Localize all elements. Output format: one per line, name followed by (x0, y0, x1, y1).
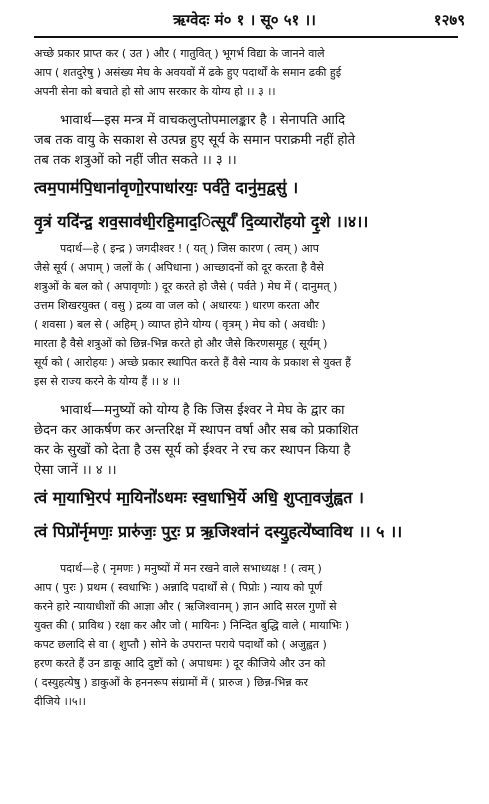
text-line: अच्छे प्रकार प्राप्त कर ( उत ) और ( गातुवित् ) भूगर्भ विद्या के जानने वाले (34, 47, 325, 60)
text-line: इस से राज्य करने के योग्य हैं ।। ४ ।। (34, 375, 181, 388)
text-line: भावार्थ—इस मन्त्र में वाचकलुप्तोपमालङ्कार है । सेनापति आदि (60, 113, 346, 128)
text-line: ( शवसा ) बल से ( अहिम् ) व्याप्त होने योग्य ( वृत्रम् ) मेघ को ( अवधीः ) (34, 318, 326, 331)
text-line: ऐसा जानें ।। ४ ।। (34, 463, 117, 478)
prev-bhavartha (34, 111, 460, 171)
text-line: छेदन कर आकर्षण कर अन्तरिक्ष में स्थापन वर्षा और सब को प्रकाशित (34, 423, 359, 438)
text-line: शत्रुओं के बल को ( अपावृणोः ) दूर करते हो जैसे ( पर्वते ) मेघ में ( दानुमत् ) (34, 280, 338, 293)
mantra-line: त्वम॒पाम॑पि॒धाना॑वृणो॒रपाधा॑रयः॒ पर्व॑ते॒ दानु॑म॒द्वसु॑ । (34, 178, 299, 197)
mantra-4 (34, 171, 460, 239)
text-line: पदार्थ—हे ( नृमणः ) मनुष्यों में मन रखने वाले सभाध्यक्ष ! ( त्वम् ) (60, 562, 322, 575)
mantra-line: त्वं मा॒याभि॒रप॑ मा॒यिनो॑ऽधमः स्व॒धाभि॒र्ये अधि॒ शुप्ता॒वजु॑ह्वत । (34, 488, 364, 507)
bhavartha-4 (34, 401, 460, 481)
text-line: ( दस्युहत्येषु ) डाकुओं के हननरूप संग्रामों में ( प्रारुज ) छिन्न-भिन्न कर (34, 676, 309, 689)
page-number: १२७९ (433, 11, 465, 29)
mantra-line: त्वं पिप्रो॑र्नृमणः॒ प्रारु॑जः॒ पुरः॒ प्र ऋ॒जिश्वा॑नं दस्यु॒हत्ये॑ष्वाविथ ।। ५ ।। (34, 522, 403, 541)
mantra-5 (34, 481, 460, 549)
text-line: पदार्थ—हे ( इन्द्र ) जगदीश्वर ! ( यत् ) जिस कारण ( त्वम् ) आप (60, 242, 319, 255)
text-line: कर के सुखों को देता है उस सूर्य को ईश्वर ने रच कर स्थापन किया है (34, 443, 351, 458)
text-line: दीजिये ।।५।। (34, 695, 86, 708)
text-line: उत्तम शिखरयुक्त ( वसु ) द्रव्य वा जल को ( अधारयः ) धारण करता और (34, 299, 320, 312)
text-line: सूर्य को ( आरोहयः ) अच्छे प्रकार स्थापित करते हैं वैसे न्याय के प्रकाश से युक्त हैं (34, 356, 351, 369)
text-line: करने हारे न्यायाधीशों की आज्ञा और ( ऋजिश्वानम् ) ज्ञान आदि सरल गुणों से (34, 600, 337, 613)
header-rule (34, 36, 458, 38)
text-line: तब तक शत्रुओं को नहीं जीत सकते ।। ३ ।। (34, 153, 237, 168)
text-line: अपनी सेना को बचाते हो सो आप सरकार के योग्य हो ।। ३ ।। (34, 85, 276, 98)
page-header (0, 8, 489, 48)
text-line: कपट छलादि से वा ( शुप्तौ ) सोने के उपरान्त पराये पदार्थों को ( अजुह्वत ) (34, 638, 327, 651)
text-line: मारता है वैसे शत्रुओं को छिन्न-भिन्न करते हो और जैसे किरणसमूह ( सूर्यम् ) (34, 337, 328, 350)
mantra-line: वृ॒त्रं यदि॑न्द्र॒ शव॒साव॑धी॒रहि॒माद॒ित्सूर्यं॑ दि॒व्यारो॑हयो दृ॒शे ।।४।। (34, 212, 369, 231)
text-line: भावार्थ—मनुष्यों को योग्य है कि जिस ईश्वर ने मेघ के द्वार का (60, 403, 345, 418)
padartha-4 (34, 239, 460, 391)
text-line: जब तक वायु के सकाश से उत्पन्न हुए सूर्य के समान पराक्रमी नहीं होते (34, 133, 356, 148)
running-title: ऋग्वेदः मं० १ । सू० ५१ ।। (173, 11, 316, 29)
padartha-5 (34, 559, 460, 711)
prev-padartha (34, 44, 460, 101)
text-line: आप ( शतदुरेषु ) असंख्य मेघ के अवयवों में ढके हुए पदार्थों के समान ढकी हुई (34, 66, 342, 79)
text-line: हरण करते हैं उन डाकू आदि दुष्टों को ( अपाधमः ) दूर कीजिये और उन को (34, 657, 326, 670)
page-body (34, 44, 460, 711)
text-line: आप ( पुरः ) प्रथम ( स्वधाभिः ) अन्नादि पदार्थों से ( पिप्रोः ) न्याय को पूर्ण (34, 581, 323, 594)
text-line: जैसे सूर्य ( अपाम् ) जलों के ( अपिधाना ) आच्छादनों को दूर करता है वैसे (34, 261, 324, 274)
text-line: युक्त की ( प्राविथ ) रक्षा कर और जो ( मायिनः ) निन्दित बुद्धि वाले ( मायाभिः ) (34, 619, 350, 632)
